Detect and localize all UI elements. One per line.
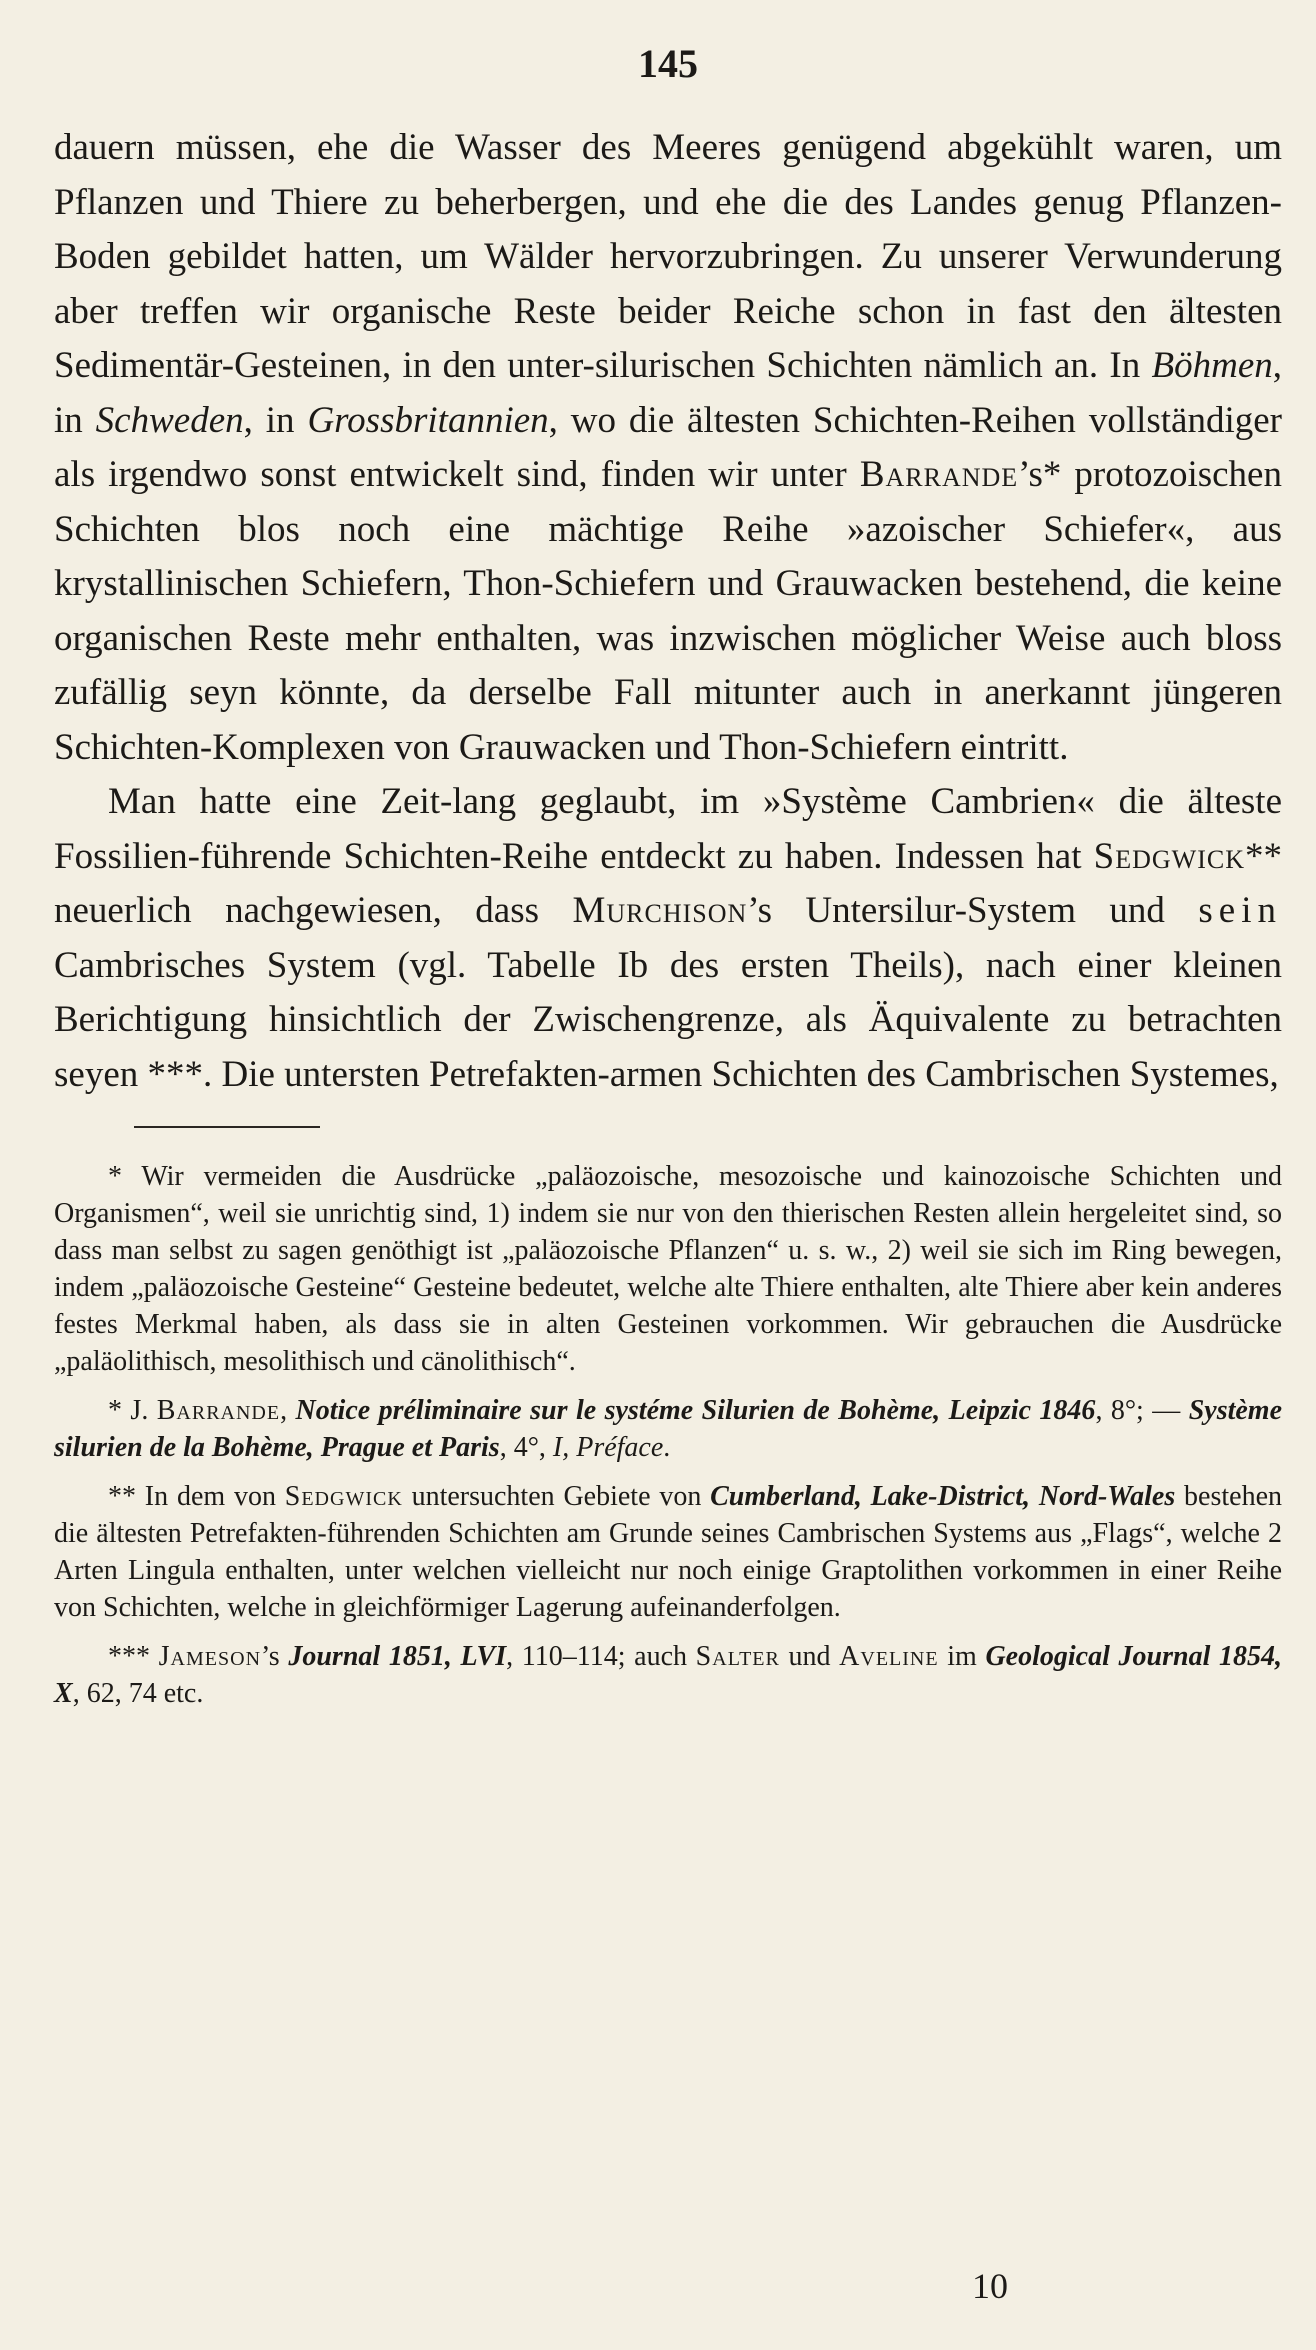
footnote-divider bbox=[134, 1126, 320, 1128]
text-run: , bbox=[280, 1395, 296, 1426]
text-run: Cambrisches System (vgl. Tabelle Ib des ersten Theils), nach einer kleinen Berichtigung hinsichtlich der Zwischengrenze, als Äquivalente zu betrachten seyen ***. Die untersten Petrefakten-armen Schichten des Cambrischen Systemes, bbox=[54, 944, 1282, 1095]
author-name: Murchison bbox=[572, 890, 748, 931]
work-part: I, Préface bbox=[552, 1432, 664, 1463]
paragraph-1 bbox=[54, 121, 1282, 775]
text-run: ** In dem von bbox=[108, 1481, 285, 1512]
place-name: Grossbritannien bbox=[307, 399, 549, 441]
work-title: Notice préliminaire sur le systéme Silurien de Bohème, Leipzic 1846 bbox=[295, 1395, 1096, 1426]
author-name: Sedgwick bbox=[284, 1481, 403, 1512]
author-name: Sedgwick bbox=[1093, 835, 1245, 877]
printer-signature-mark: 10 bbox=[972, 2266, 1008, 2306]
text-run: , 4°, bbox=[499, 1432, 553, 1463]
text-run: im bbox=[938, 1641, 986, 1672]
text-run: ** neuerlich nachgewiesen, dass bbox=[54, 835, 1282, 931]
author-name: Salter bbox=[695, 1641, 780, 1672]
journal-title: Geological Journal 1854, X bbox=[54, 1641, 1282, 1709]
main-text bbox=[54, 121, 1282, 1102]
author-name: Jameson bbox=[158, 1641, 262, 1672]
footnote-1: * Wir vermeiden die Ausdrücke „paläozoische, mesozoische und kainozoische Schichten und Organismen“, weil sie unrichtig sind, 1) indem sie nur von den thierischen Resten allein hergeleitet sind, so dass man selbst zu sagen genöthigt ist „paläozoische Pflanzen“ u. s. w., 2) weil sie sich im Ring bewegen, indem „paläozoische Gesteine“ Gesteine bedeutet, welche alte Thiere enthalten, alte Thiere aber kein anderes festes Merkmal haben, als dass sie in alten Gesteinen vorkommen. Wir gebrauchen die Ausdrücke „paläolithisch, mesolithisch und cänolithisch“. bbox=[54, 1161, 1282, 1377]
place-name: Böhmen bbox=[1151, 345, 1273, 386]
footnote-4 bbox=[54, 1638, 1282, 1712]
text-run: , in bbox=[54, 345, 1282, 441]
text-run: und bbox=[779, 1641, 840, 1672]
emphasized-word: sein bbox=[1198, 890, 1282, 931]
paragraph-2 bbox=[54, 775, 1282, 1102]
text-run: , 62, 74 etc. bbox=[72, 1678, 204, 1709]
footnotes bbox=[54, 1158, 1282, 1712]
text-run: bestehen die ältesten Petrefakten-führenden Schichten am Grunde seines Cambrischen Systems aus „Flags“, welche 2 Arten Lingula enthalten, unter welchen vielleicht nur noch einige Graptolithen vorkommen in einer Reihe von Schichten, welche in gleichförmiger Lagerung aufeinanderfolgen. bbox=[54, 1481, 1283, 1623]
text-run: * J. bbox=[108, 1395, 157, 1426]
text-run: ’s* protozoischen Schichten blos noch eine mächtige Reihe »azoischer Schiefer«, aus krystallinischen Schiefern, Thon-Schiefern und Grauwacken bestehend, die keine organischen Reste mehr enthalten, was inzwischen möglicher Weise auch bloss zufällig seyn könnte, da derselbe Fall mitunter auch in anerkannt jüngeren Schichten-Komplexen von Grauwacken und Thon-Schiefern eintritt. bbox=[54, 454, 1282, 768]
text-run: ’s bbox=[261, 1641, 289, 1672]
place-name: Schweden bbox=[95, 399, 244, 441]
text-run: . bbox=[663, 1432, 671, 1463]
text-run: dauern müssen, ehe die Wasser des Meeres genügend abgekühlt waren, um Pflanzen und Thiere zu beherbergen, und ehe die des Landes genug Pflanzen-Boden gebildet hatten, um Wälder hervorzubringen. Zu unserer Verwunderung aber treffen wir organische Reste beider Reiche schon in fast den ältesten Sedimentär-Gesteinen, in den unter-silurischen Schichten nämlich an. In bbox=[54, 127, 1282, 386]
text-run: , 110–114; auch bbox=[506, 1641, 696, 1672]
author-name: Aveline bbox=[839, 1641, 939, 1672]
text-run: Man hatte eine Zeit-lang geglaubt, im »Système Cambrien« die älteste Fossilien-führende Schichten-Reihe entdeckt zu haben. Indessen hat bbox=[54, 781, 1282, 877]
text-run: , wo die ältesten Schichten-Reihen vollständiger als irgendwo sonst entwickelt sind, finden wir unter bbox=[54, 399, 1282, 495]
author-name: Barrande bbox=[859, 454, 1019, 495]
text-run: , in bbox=[243, 399, 308, 441]
text-run: untersuchten Gebiete von bbox=[402, 1481, 711, 1512]
text-run: , 8°; — bbox=[1095, 1395, 1189, 1426]
place-name: Cumberland, Lake-District, Nord-Wales bbox=[710, 1481, 1176, 1512]
footnote-2 bbox=[54, 1392, 1282, 1466]
page-number: 145 bbox=[638, 41, 698, 86]
text-run: *** bbox=[108, 1641, 159, 1672]
author-name: Barrande bbox=[156, 1395, 281, 1426]
footnote-3 bbox=[54, 1478, 1282, 1626]
journal-title: Journal 1851, LVI bbox=[288, 1641, 507, 1672]
work-title: Système silurien de la Bohème, Prague et Paris bbox=[54, 1395, 1283, 1463]
text-run: ’s Untersilur-System und bbox=[747, 890, 1199, 931]
